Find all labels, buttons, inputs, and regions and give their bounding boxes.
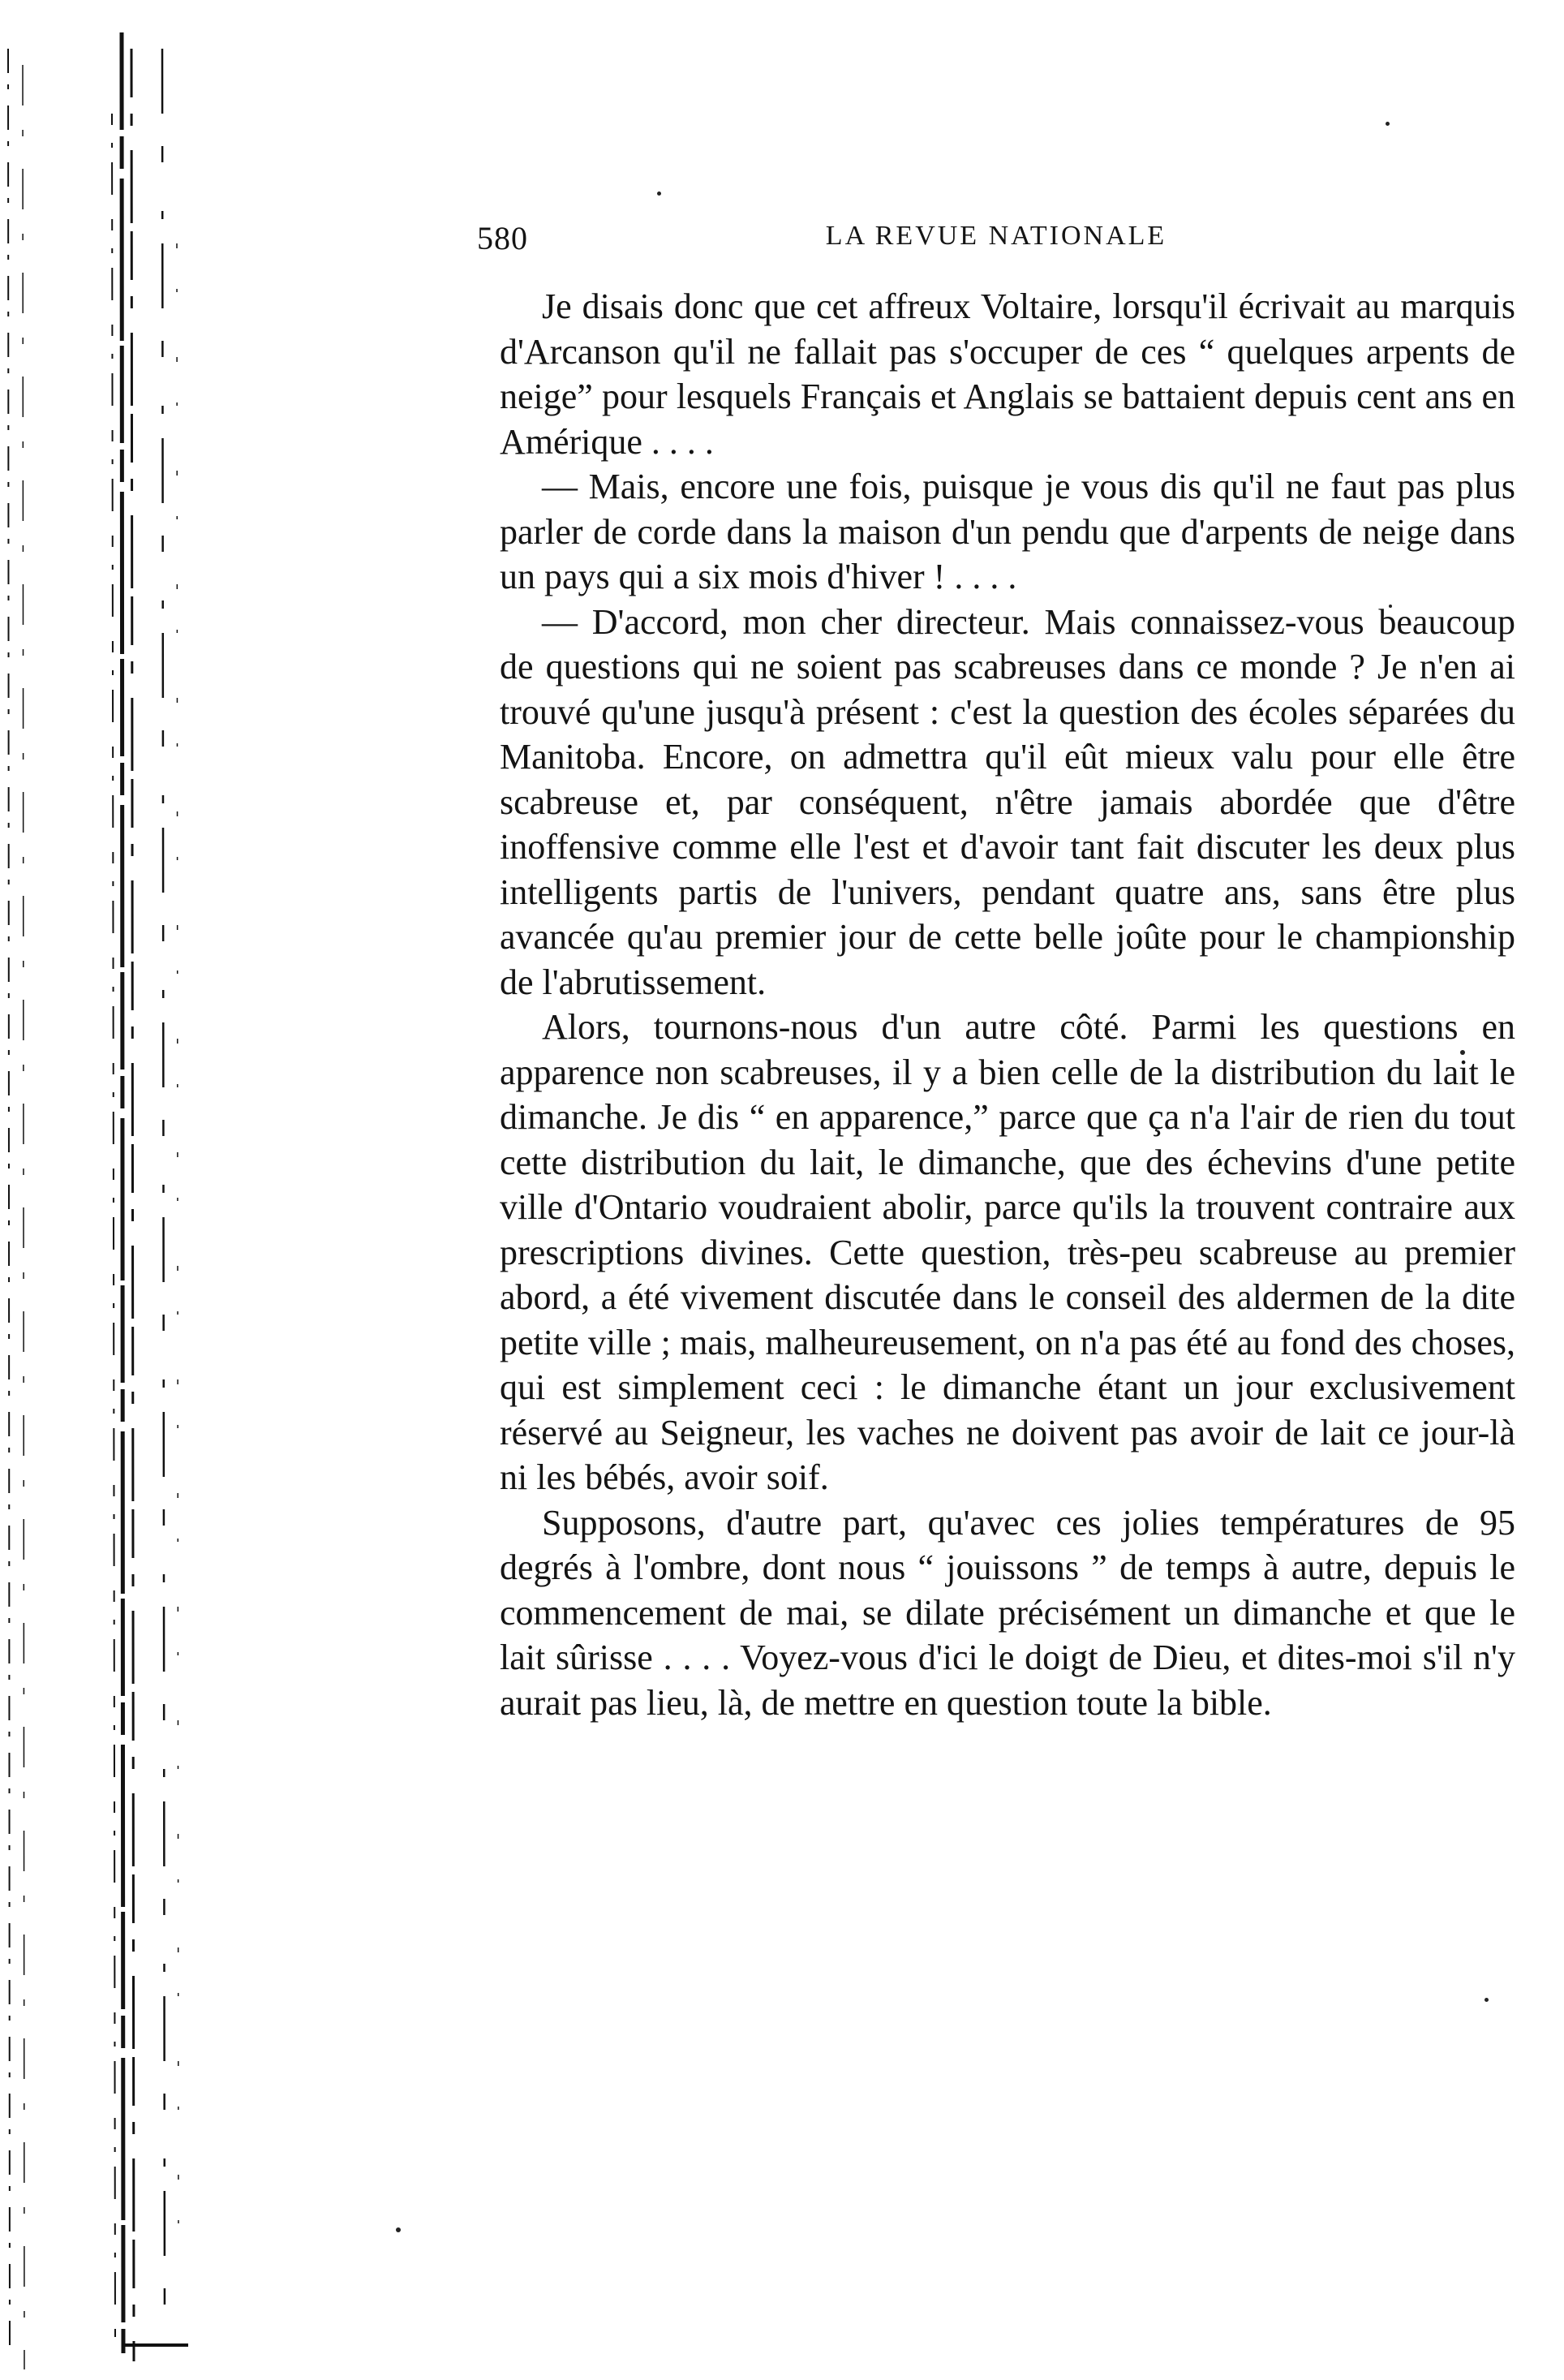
paragraph-2: — Mais, encore une fois, puisque je vous dis qu'il ne faut pas plus parler de corde dans la maison d'un pendu que d'arpents de neige dans un pays qui a six mois d'hiver ! . . . . <box>500 467 1515 596</box>
scan-speck <box>657 192 661 196</box>
scan-speck <box>396 2227 401 2232</box>
scan-speck <box>1386 122 1390 126</box>
running-title: LA REVUE NATIONALE <box>825 221 1167 251</box>
page-binding-edge <box>0 0 195 2380</box>
paragraph-4: Alors, tournons-nous d'un autre côté. Parmi les questions en apparence non scabreuses, il y a bien celle de la distribution du lait le dimanche. Je dis “ en apparence,” parce que ça n'a l'air de rien du tout cette distribution du lait, le dimanche, que des échevins d'une petite ville d'Ontario voudraient abolir, parce qu'ils la trouvent contraire aux prescriptions divines. Cette question, très-peu scabreuse au premier abord, a été vivement discutée dans le conseil des aldermen de la dite petite ville ; mais, malheureusement, on n'a pas été au fond des choses, qui est simplement ceci : le dimanche étant un jour exclusivement réservé au Seigneur, les vaches ne doivent pas avoir de lait ce jour-là ni les bébés, avoir soif. <box>500 1007 1515 1497</box>
article-body <box>500 284 1515 1725</box>
paragraph-5: Supposons, d'autre part, qu'avec ces jolies températures de 95 degrés à l'ombre, dont nous “ jouissons ” de temps à autre, depuis le commencement de mai, se dilate précisément un dimanche et que le lait sûrisse . . . . Voyez-vous d'ici le doigt de Dieu, et dites-moi s'il n'y aurait pas lieu, là, de mettre en question toute la bible. <box>500 1502 1515 1723</box>
paragraph-3: — D'accord, mon cher directeur. Mais connaissez-vous beaucoup de questions qui ne soient pas scabreuses dans ce monde ? Je n'en ai trouvé qu'une jusqu'à présent : c'est la question des écoles séparées du Manitoba. Encore, on admettra qu'il eût mieux valu pour elle être scabreuse et, par conséquent, n'être jamais abordée que d'être inoffensive comme elle l'est et d'avoir tant fait discuter les deux plus intelligents partis de l'univers, pendant quatre ans, sans être plus avancée qu'au premier jour de cette belle joûte pour le championship de l'abrutissement. <box>500 601 1515 1002</box>
page-number: 580 <box>477 220 528 256</box>
paragraph-1: Je disais donc que cet affreux Voltaire, lorsqu'il écrivait au marquis d'Arcanson qu'il ne fallait pas s'occuper de ces “ quelques arpents de neige” pour lesquels Français et Anglais se battaient depuis cent ans en Amérique . . . . <box>500 286 1515 462</box>
scan-speck <box>1485 1998 1489 2002</box>
page-header <box>477 219 1515 260</box>
